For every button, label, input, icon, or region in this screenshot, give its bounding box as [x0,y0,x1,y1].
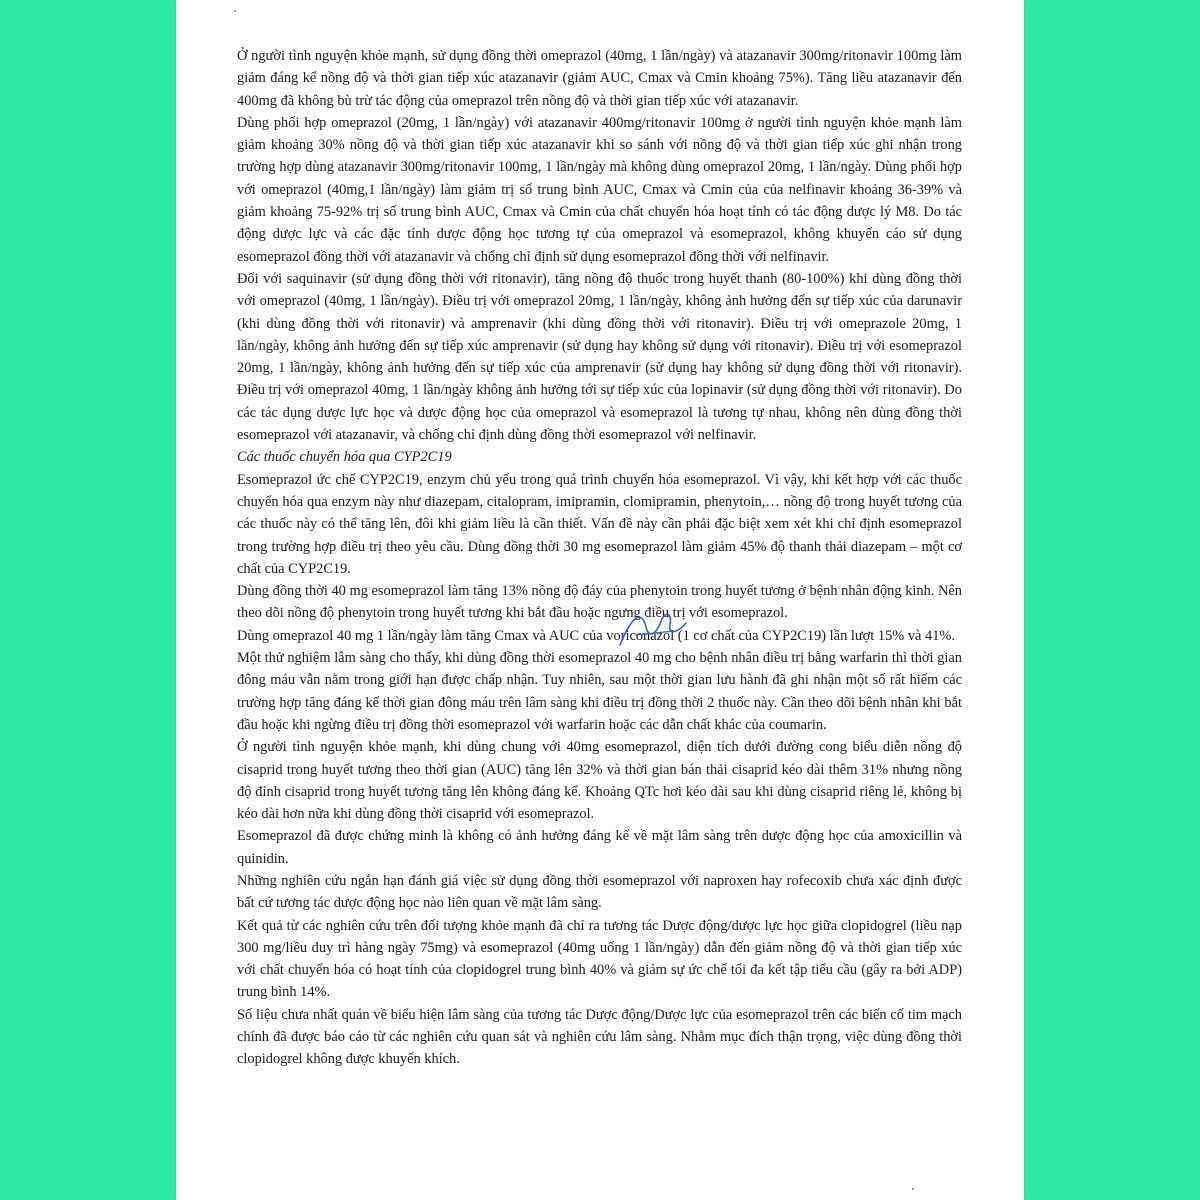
scan-speck [234,10,236,12]
paragraph: Esomeprazol đã được chứng minh là không có ảnh hưởng đáng kể về mặt lâm sàng trên dược động học của amoxicillin và quinidin. [237,828,962,867]
handwritten-signature [612,605,702,655]
paragraph: Dùng phối hợp omeprazol (20mg, 1 lần/ngày) với atazanavir 400mg/ritonavir 100mg ở người tình nguyện khỏe mạnh làm giảm khoảng 30% nồng độ và thời gian tiếp xúc atazanavir khi so sánh với nồng độ và thời gian tiếp xúc ghi nhận trong trường hợp dùng atazanavir 300mg/ritonavir 100mg, 1 lần/ngày mà không dùng omeprazol 20mg, 1 lần/ngày. Dùng phối hợp với omeprazol (40mg,1 lần/ngày) làm giảm trị số trung bình AUC, Cmax và Cmin của của nelfinavir khoảng 36-39% và giảm khoảng 75-92% trị số trung bình AUC, Cmax và Cmin của chất chuyển hóa hoạt tính có tác động dược lý M8. Do tác động dược lực và các đặc tính dược động học tương tự của omeprazol và esomeprazol, không khuyến cáo sử dụng esomeprazol đồng thời với atazanavir và chống chỉ định sử dụng esomeprazol đồng thời với nelfinavir. [237,114,962,265]
paragraph: Dùng đồng thời 40 mg esomeprazol làm tăng 13% nồng độ đáy của phenytoin trong huyết tương ở bệnh nhân động kinh. Nên theo dõi nồng độ phenytoin trong huyết tương khi bắt đầu hoặc ngưng điều trị với esomeprazol. [237,583,962,622]
paragraph: Số liệu chưa nhất quán về biểu hiện lâm sàng của tương tác Dược động/Dược lực của esomeprazol trên các biến cố tim mạch chính đã được báo cáo từ các nghiên cứu quan sát và nghiên cứu lâm sàng. Nhằm mục đích thận trọng, việc dùng đồng thời clopidogrel không được khuyến khích. [237,1006,962,1068]
paragraph: Esomeprazol ức chế CYP2C19, enzym chủ yếu trong quá trình chuyển hóa esomeprazol. Vì vậy, khi kết hợp với các thuốc chuyển hóa qua enzym này như diazepam, citalopram, imipramin, clomipramin, phenytoin,… nồng độ trong huyết tương của các thuốc này có thể tăng lên, đôi khi giảm liều là cần thiết. Vấn đề này cần phải đặc biệt xem xét khi chỉ định esomeprazol trong trường hợp điều trị theo yêu cầu. Dùng đồng thời 30 mg esomeprazol làm giảm 45% độ thanh thải diazepam – một cơ chất của CYP2C19. [237,471,962,577]
paragraph: Một thử nghiệm lâm sàng cho thấy, khi dùng đồng thời esomeprazol 40 mg cho bệnh nhân điều trị bằng warfarin thì thời gian đông máu vẫn nằm trong giới hạn được chấp nhận. Tuy nhiên, sau một thời gian lưu hành đã ghi nhận một số rất hiếm các trường hợp tăng đáng kể thời gian đông máu trên lâm sàng khi điều trị đồng thời 2 thuốc này. Cần theo dõi bệnh nhân khi bắt đầu hoặc khi ngừng điều trị đồng thời esomeprazol với warfarin hoặc các dẫn chất khác của coumarin. [237,650,962,733]
paragraph: Ở người tình nguyện khỏe mạnh, sử dụng đồng thời omeprazol (40mg, 1 lần/ngày) và atazanavir 300mg/ritonavir 100mg làm giảm đáng kể nồng độ và thời gian tiếp xúc atazanavir (giảm AUC, Cmax và Cmin khoảng 75%). Tăng liều atazanavir đến 400mg đã không bù trừ tác động của omeprazol trên nồng độ và thời gian tiếp xúc với atazanavir. [237,48,962,109]
paragraph: Những nghiên cứu ngắn hạn đánh giá việc sử dụng đồng thời esomeprazol với naproxen hay rofecoxib chưa xác định được bất cứ tương tác dược động học nào liên quan về mặt lâm sàng. [237,872,962,912]
paragraph: Kết quả từ các nghiên cứu trên đối tượng khỏe mạnh đã chỉ ra tương tác Dược động/dược lực học giữa clopidogrel (liều nạp 300 mg/liều duy trì hàng ngày 75mg) và esomeprazol (40mg uống 1 lần/ngày) dẫn đến giảm nồng độ và thời gian tiếp xúc với chất chuyển hóa có hoạt tính của clopidogrel trung bình 40% và giảm sự ức chế tối đa kết tập tiểu cầu (gây ra bởi ADP) trung bình 14%. [237,917,962,1001]
paragraph: Dùng omeprazol 40 mg 1 lần/ngày làm tăng Cmax và AUC của voriconazol (1 cơ chất của CYP2C19) lần lượt 15% và 41%. [237,627,955,644]
document-body [237,45,962,1071]
scan-speck [912,1188,914,1190]
section-heading: Các thuốc chuyển hóa qua CYP2C19 [237,449,452,466]
paragraph: Đối với saquinavir (sử dụng đồng thời với ritonavir), tăng nồng độ thuốc trong huyết thanh (80-100%) khi dùng đồng thời với omeprazol (40mg, 1 lần/ngày). Điều trị với omeprazol 20mg, 1 lần/ngày, không ảnh hưởng đến sự tiếp xúc của darunavir (khi dùng đồng thời với ritonavir) và amprenavir (khi dùng đồng thời với ritonavir). Điều trị với omeprazole 20mg, 1 lần/ngày, không ảnh hưởng đến sự tiếp xúc amprenavir (sử dụng hay không sử dụng với ritonavir). Điều trị với esomeprazol 20mg, 1 lần/ngày, không ảnh hưởng đến sự tiếp xúc của amprenavir (sử dụng hay không sử dụng đồng thời với ritonavir). Điều trị với omeprazol 40mg, 1 lần/ngày không ảnh hưởng tới sự tiếp xúc của lopinavir (sử dụng đồng thời với ritonavir). Do các tác dụng dược lực học và dược động học của omeprazol và esomeprazol là tương tự nhau, không nên dùng đồng thời esomeprazol với atazanavir, và chống chỉ định dùng đồng thời esomeprazol với nelfinavir. [237,270,962,444]
paragraph: Ở người tình nguyện khỏe mạnh, khi dùng chung với 40mg esomeprazol, diện tích dưới đường cong biểu diễn nồng độ cisaprid trong huyết tương theo thời gian (AUC) tăng lên 32% và thời gian bán thải cisaprid kéo dài thêm 31% nhưng nồng độ đỉnh cisaprid trong huyết tương tăng lên không đáng kể. Khoảng QTc hơi kéo dài sau khi dùng cisaprid riêng lẻ, không bị kéo dài hơn nữa khi dùng đồng thời cisaprid với esomeprazol. [237,739,962,823]
document-page [176,0,1024,1200]
